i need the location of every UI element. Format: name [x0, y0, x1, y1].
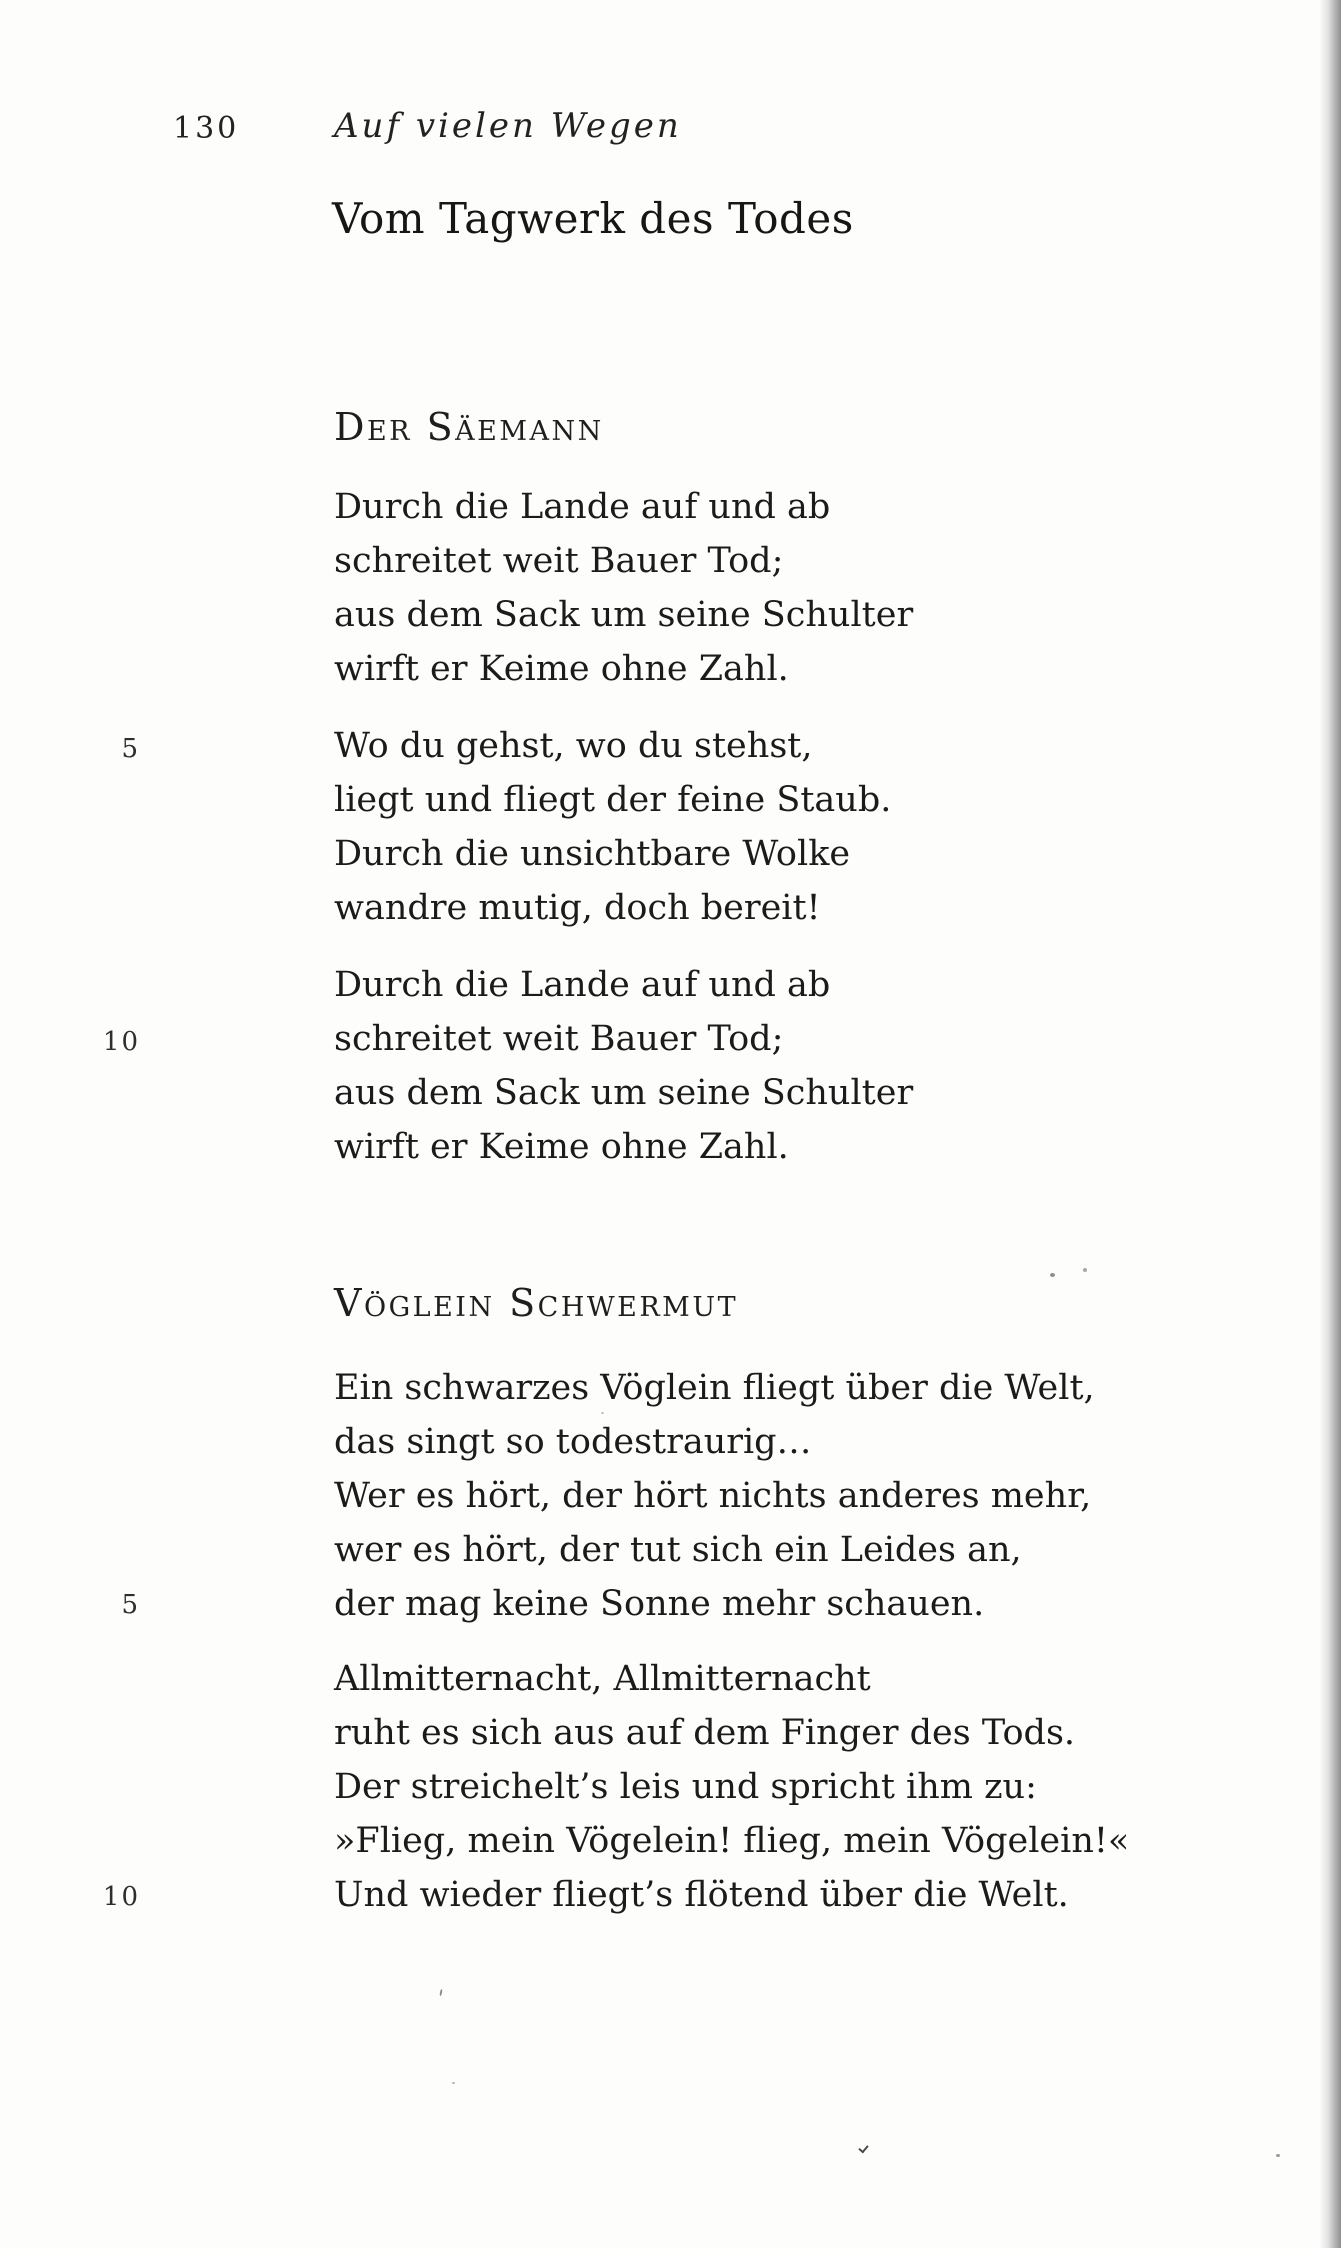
poem-line: Ein schwarzes Vöglein fliegt über die Welt, [334, 1368, 1095, 1408]
poem2-stanza-2 [334, 1652, 1129, 1922]
scan-edge-shadow [1319, 0, 1341, 2248]
poem1-stanza-1 [334, 480, 913, 696]
line-number-marker: 10 [102, 1882, 140, 1912]
poem-line: aus dem Sack um seine Schulter [334, 595, 914, 635]
poem-line: ruht es sich aus auf dem Finger des Tods. [334, 1713, 1076, 1753]
poem2-heading: Vöglein Schwermut [334, 1281, 739, 1325]
poem-line: wirft er Keime ohne Zahl. [334, 649, 789, 689]
poem2-stanza-1 [334, 1361, 1095, 1631]
poem-line: Und wieder fliegt’s flötend über die Welt. [334, 1875, 1069, 1915]
scan-speck [858, 2143, 868, 2154]
poem-line: schreitet weit Bauer Tod; [334, 541, 784, 581]
scan-speck [1083, 1268, 1087, 1272]
poem-line: aus dem Sack um seine Schulter [334, 1073, 914, 1113]
poem-line: Der streichelt’s leis und spricht ihm zu: [334, 1767, 1037, 1807]
scan-speck [452, 2082, 455, 2084]
poem-line: wirft er Keime ohne Zahl. [334, 1127, 789, 1167]
line-number-marker: 5 [121, 734, 140, 764]
poem-line: Durch die Lande auf und ab [334, 487, 831, 527]
poem-line: das singt so todestraurig… [334, 1422, 812, 1462]
poem-line: Durch die unsichtbare Wolke [334, 834, 851, 874]
line-number-marker: 10 [102, 1027, 140, 1057]
poem-line: liegt und fliegt der feine Staub. [334, 780, 892, 820]
poem-title: Vom Tagwerk des Todes [332, 194, 854, 243]
poem-line: der mag keine Sonne mehr schauen. [334, 1584, 985, 1624]
scan-speck [1050, 1273, 1055, 1277]
poem1-heading: Der Säemann [334, 405, 604, 449]
running-head: Auf vielen Wegen [334, 106, 682, 146]
poem-line: Wo du gehst, wo du stehst, [334, 726, 813, 766]
poem-line: wandre mutig, doch bereit! [334, 888, 821, 928]
poem1-stanza-3 [334, 958, 913, 1174]
poem-line: Wer es hört, der hört nichts anderes mehr, [334, 1476, 1092, 1516]
scan-speck [601, 1412, 604, 1414]
scan-speck [439, 1989, 442, 1996]
poem-line: »Flieg, mein Vögelein! flieg, mein Vögelein!« [334, 1821, 1130, 1861]
page-number: 130 [173, 111, 240, 146]
poem-line: Durch die Lande auf und ab [334, 965, 831, 1005]
poem-line: schreitet weit Bauer Tod; [334, 1019, 784, 1059]
poem-line: Allmitternacht, Allmitternacht [334, 1659, 871, 1699]
poem-line: wer es hört, der tut sich ein Leides an, [334, 1530, 1022, 1570]
poem1-stanza-2 [334, 719, 891, 935]
line-number-marker: 5 [121, 1590, 140, 1620]
scan-speck [1276, 2154, 1280, 2157]
